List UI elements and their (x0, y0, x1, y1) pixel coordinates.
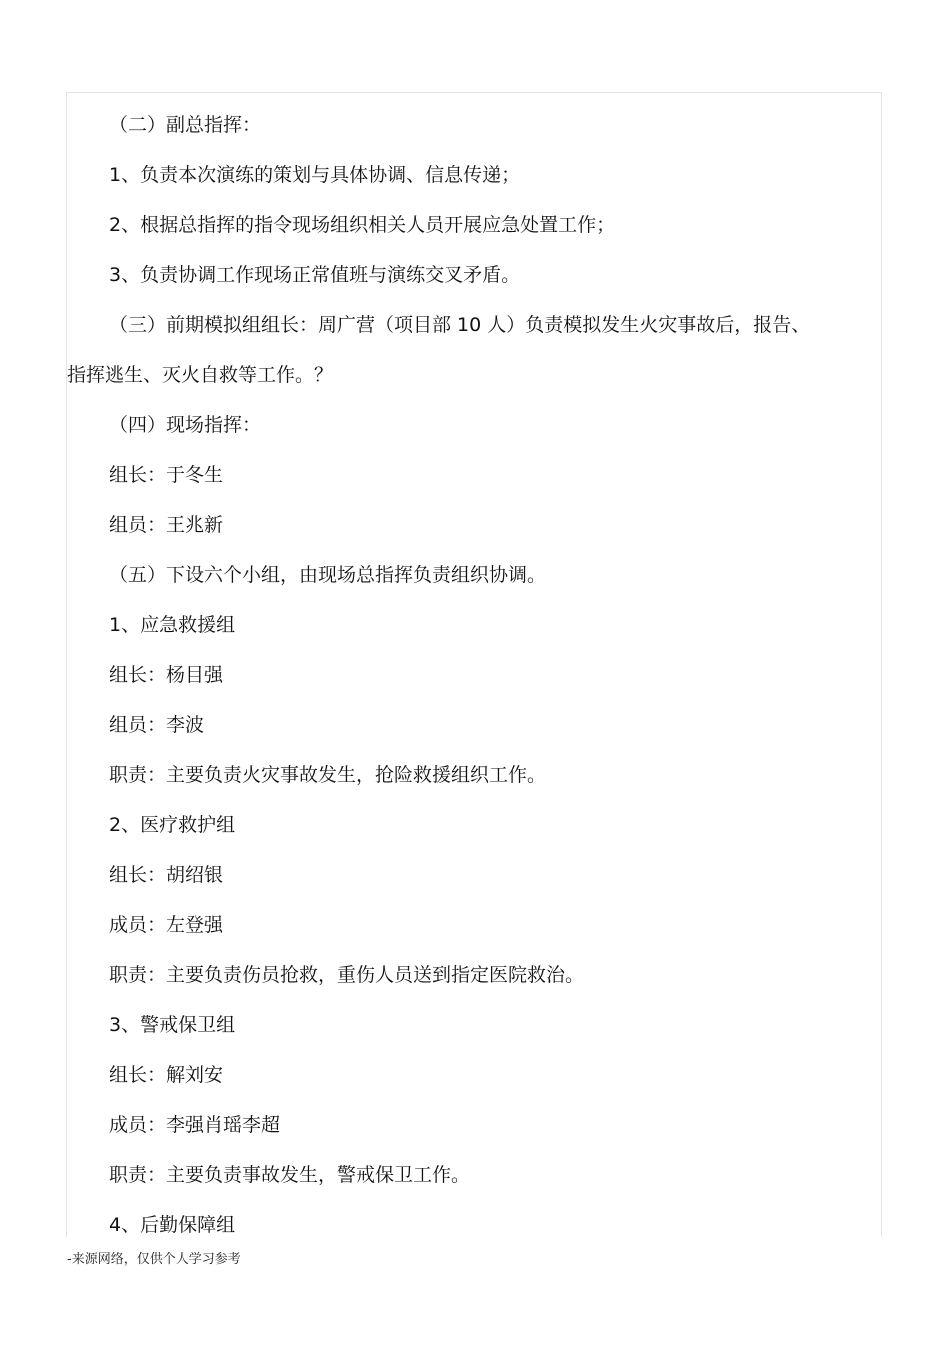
group-title-security: 3、警戒保卫组 (109, 1014, 236, 1036)
list-item: 成员：左登强 (109, 914, 224, 936)
list-item: 职责：主要负责火灾事故发生，抢险救援组织工作。 (109, 764, 547, 786)
list-item: 2、根据总指挥的指令现场组织相关人员开展应急处置工作； (109, 214, 616, 236)
list-item: 组员：李波 (109, 714, 205, 736)
list-item: 组长：杨目强 (109, 664, 224, 686)
list-item: 职责：主要负责伤员抢救，重伤人员送到指定医院救治。 (109, 964, 585, 986)
page-footer: -来源网络，仅供个人学习参考 (67, 1252, 241, 1267)
section-heading-six-groups: （五）下设六个小组，由现场总指挥负责组织协调。 (109, 564, 547, 586)
list-item: 职责：主要负责事故发生，警戒保卫工作。 (109, 1164, 471, 1186)
list-item: 组长：解刘安 (109, 1064, 224, 1086)
list-item: 组长：胡绍银 (109, 864, 224, 886)
section-heading-deputy-commander: （二）副总指挥： (109, 114, 262, 136)
list-item: 3、负责协调工作现场正常值班与演练交叉矛盾。 (109, 264, 521, 286)
group-title-logistics: 4、后勤保障组 (109, 1214, 236, 1236)
group-title-medical: 2、医疗救护组 (109, 814, 236, 836)
list-item: 1、负责本次演练的策划与具体协调、信息传递； (109, 164, 521, 186)
list-item: 组长：于冬生 (109, 464, 224, 486)
paragraph-continuation: 指挥逃生、灭火自救等工作。？ (67, 364, 334, 386)
section-heading-simulation-group: （三）前期模拟组组长：周广营（项目部 10 人）负责模拟发生火灾事故后，报告、 (109, 314, 811, 336)
list-item: 成员：李强肖瑶李超 (109, 1114, 281, 1136)
list-item: 组员：王兆新 (109, 514, 224, 536)
document-body (67, 100, 867, 1250)
section-heading-site-command: （四）现场指挥： (109, 414, 262, 436)
group-title-rescue: 1、应急救援组 (109, 614, 236, 636)
